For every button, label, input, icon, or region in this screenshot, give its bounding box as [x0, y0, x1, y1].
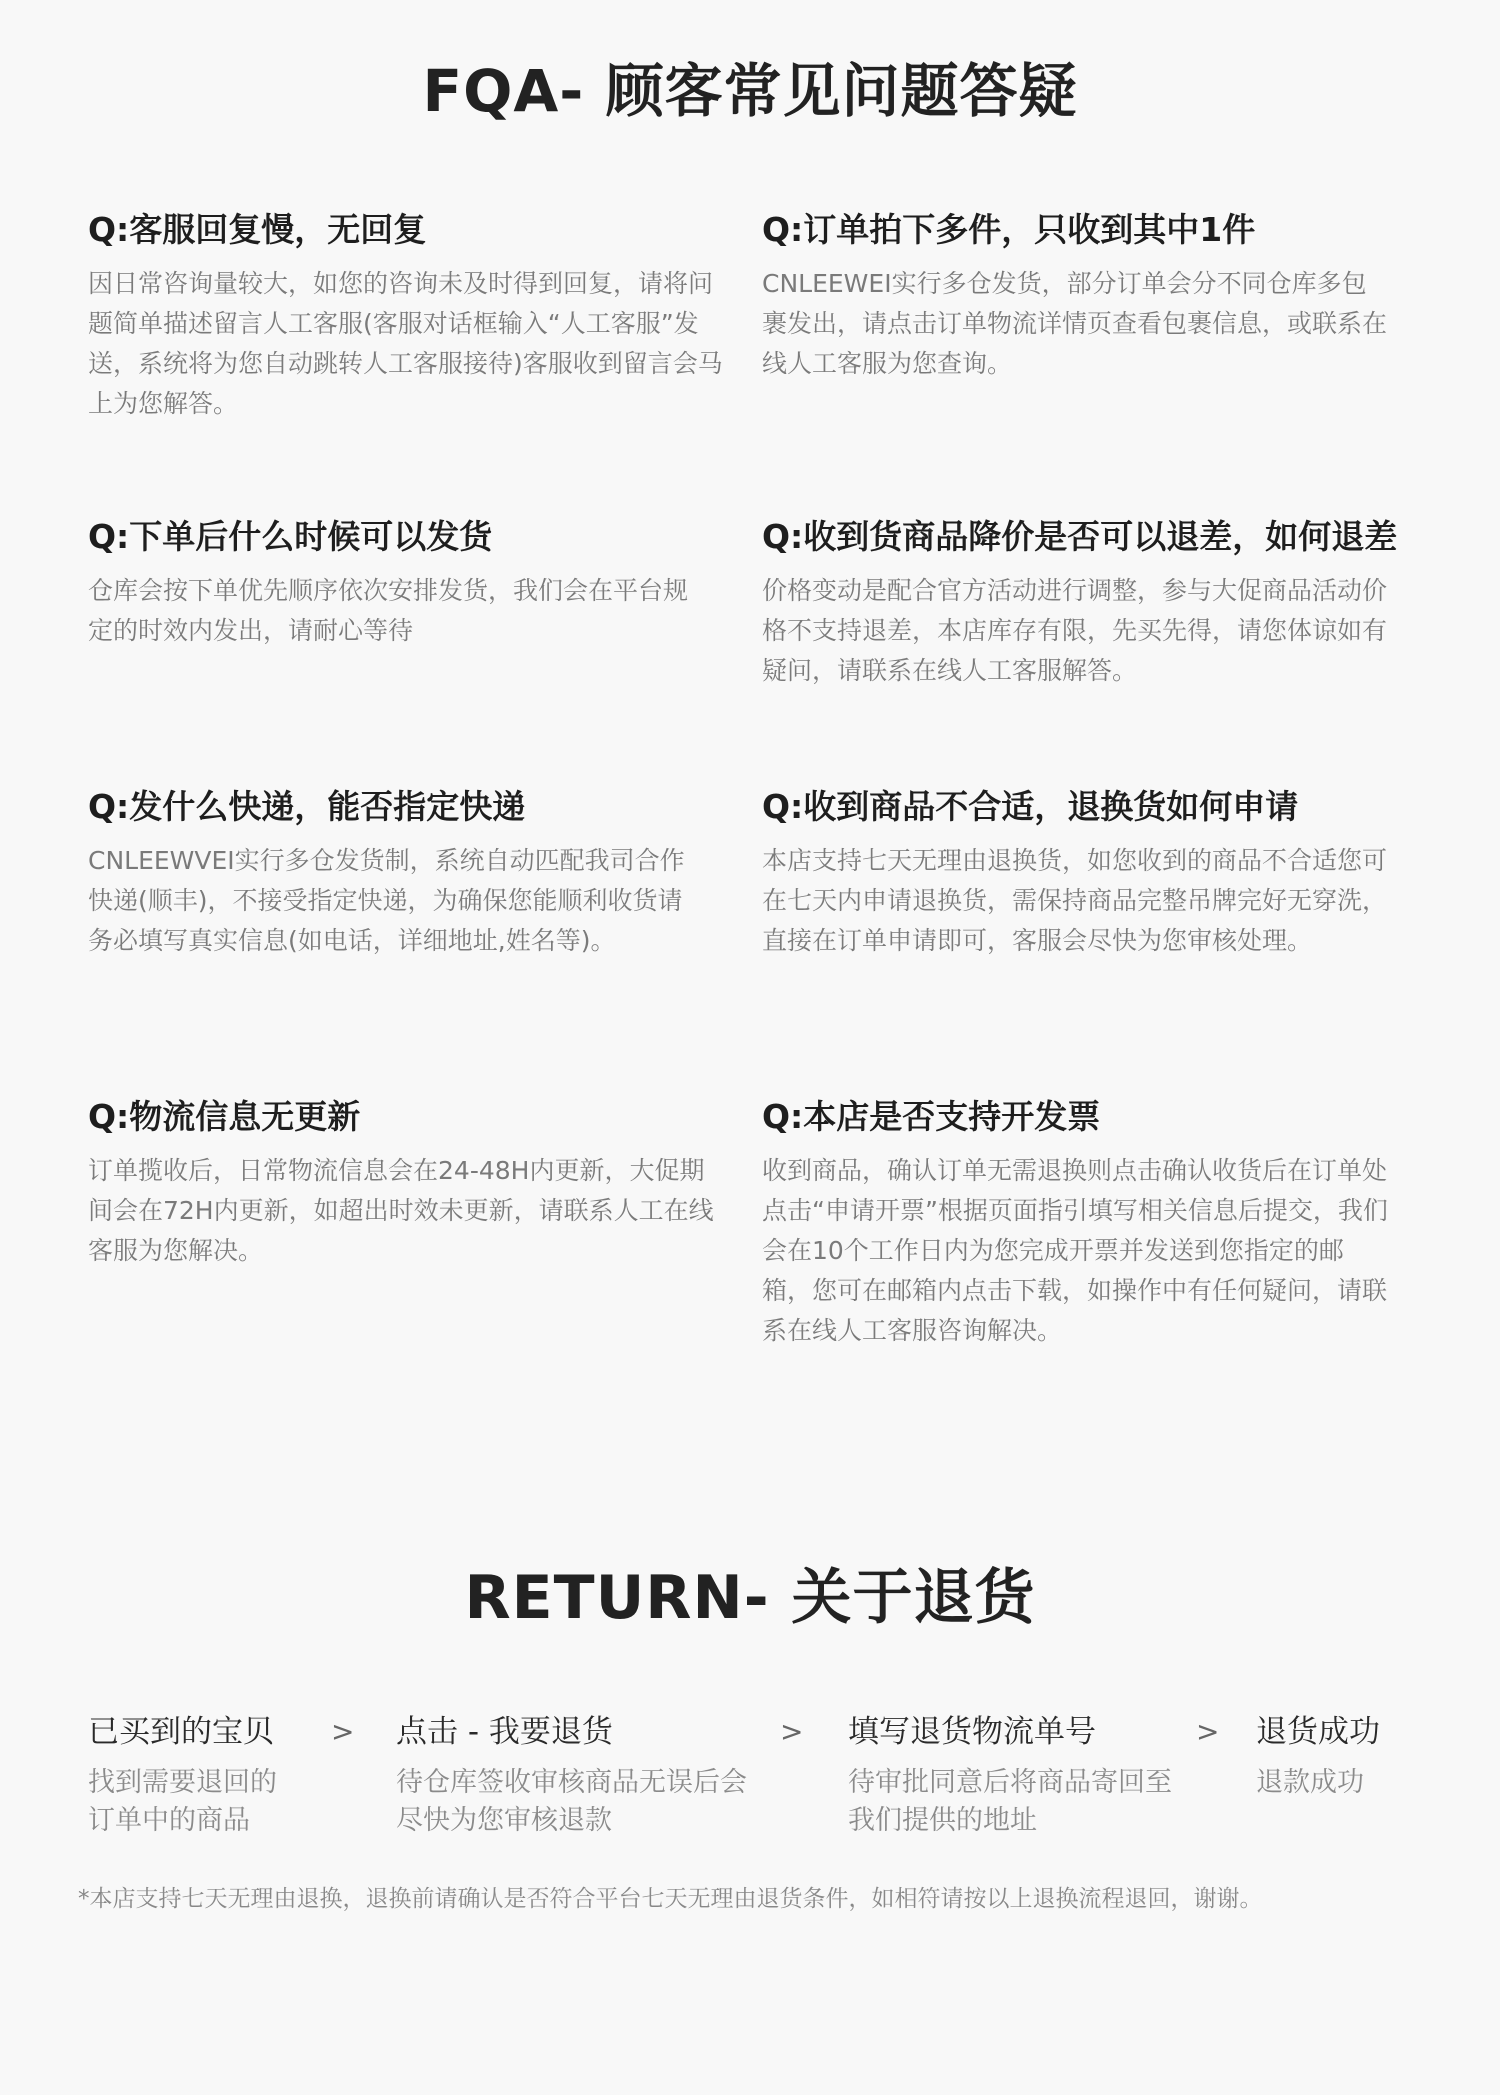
return-steps	[88, 1710, 1428, 1836]
step-title: 已买到的宝贝	[88, 1714, 274, 1750]
faq-item-price-drop	[762, 515, 1422, 691]
faq-question: Q:发什么快递，能否指定快递	[88, 787, 526, 826]
faq-question: Q:订单拍下多件，只收到其中1件	[762, 210, 1256, 249]
faq-item-courier	[88, 785, 748, 961]
faq-question: Q:下单后什么时候可以发货	[88, 517, 493, 556]
faq-title: FQA- 顾客常见问题答疑	[422, 57, 1078, 125]
faq-answer: 因日常咨询量较大，如您的咨询未及时得到回复，请将问题简单描述留言人工客服(客服对话框输入“人工客服”发送，系统将为您自动跳转人工客服接待)客服收到留言会马上为您解答。	[88, 269, 723, 418]
faq-answer: 订单揽收后，日常物流信息会在24-48H内更新，大促期间会在72H内更新，如超出时效未更新，请联系人工在线客服为您解决。	[88, 1156, 714, 1265]
return-step-success	[1256, 1710, 1426, 1802]
faq-item-partial-delivery	[762, 208, 1422, 384]
faq-item-slow-reply	[88, 208, 748, 424]
return-step-fill-tracking	[848, 1710, 1188, 1840]
faq-item-logistics-update	[88, 1095, 748, 1271]
faq-answer: 收到商品，确认订单无需退换则点击确认收货后在订单处点击“申请开票”根据页面指引填写相关信息后提交，我们会在10个工作日内为您完成开票并发送到您指定的邮箱，您可在邮箱内点击下载，如操作中有任何疑问，请联系在线人工客服咨询解决。	[762, 1156, 1388, 1345]
faq-item-shipping-time	[88, 515, 748, 651]
faq-question: Q:收到货商品降价是否可以退差，如何退差	[762, 517, 1398, 556]
faq-question: Q:客服回复慢，无回复	[88, 210, 427, 249]
step-title: 填写退货物流单号	[848, 1714, 1096, 1750]
return-step-request-return	[396, 1710, 756, 1840]
chevron-right-icon: >	[331, 1715, 355, 1748]
chevron-right-icon: >	[780, 1715, 804, 1748]
step-description: 找到需要退回的订单中的商品	[88, 1767, 277, 1836]
faq-question: Q:收到商品不合适，退换货如何申请	[762, 787, 1299, 826]
step-description: 待仓库签收审核商品无误后会尽快为您审核退款	[396, 1767, 747, 1836]
faq-item-return-exchange	[762, 785, 1422, 961]
faq-question: Q:本店是否支持开发票	[762, 1097, 1101, 1136]
return-title: RETURN- 关于退货	[464, 1563, 1036, 1633]
step-title: 点击 - 我要退货	[396, 1714, 613, 1750]
faq-answer: CNLEEWEI实行多仓发货，部分订单会分不同仓库多包裹发出，请点击订单物流详情页查看包裹信息，或联系在线人工客服为您查询。	[762, 269, 1388, 378]
faq-answer: 本店支持七天无理由退换货，如您收到的商品不合适您可在七天内申请退换货，需保持商品完整吊牌完好无穿洗，直接在订单申请即可，客服会尽快为您审核处理。	[762, 846, 1388, 955]
return-policy-note: *本店支持七天无理由退换，退换前请确认是否符合平台七天无理由退货条件，如相符请按以上退换流程退回，谢谢。	[78, 1886, 1263, 1912]
faq-item-invoice	[762, 1095, 1422, 1351]
step-description: 退款成功	[1256, 1767, 1364, 1798]
return-step-purchased-items	[88, 1710, 303, 1840]
step-description: 待审批同意后将商品寄回至我们提供的地址	[848, 1767, 1172, 1836]
faq-answer: 价格变动是配合官方活动进行调整，参与大促商品活动价格不支持退差，本店库存有限，先买先得，请您体谅如有疑问，请联系在线人工客服解答。	[762, 576, 1388, 685]
chevron-right-icon: >	[1196, 1715, 1220, 1748]
step-title: 退货成功	[1256, 1714, 1380, 1750]
faq-question: Q:物流信息无更新	[88, 1097, 361, 1136]
faq-answer: 仓库会按下单优先顺序依次安排发货，我们会在平台规定的时效内发出，请耐心等待	[88, 576, 689, 645]
faq-answer: CNLEEWVEI实行多仓发货制，系统自动匹配我司合作快递(顺丰)，不接受指定快递，为确保您能顺利收货请务必填写真实信息(如电话，详细地址,姓名等)。	[88, 846, 685, 955]
